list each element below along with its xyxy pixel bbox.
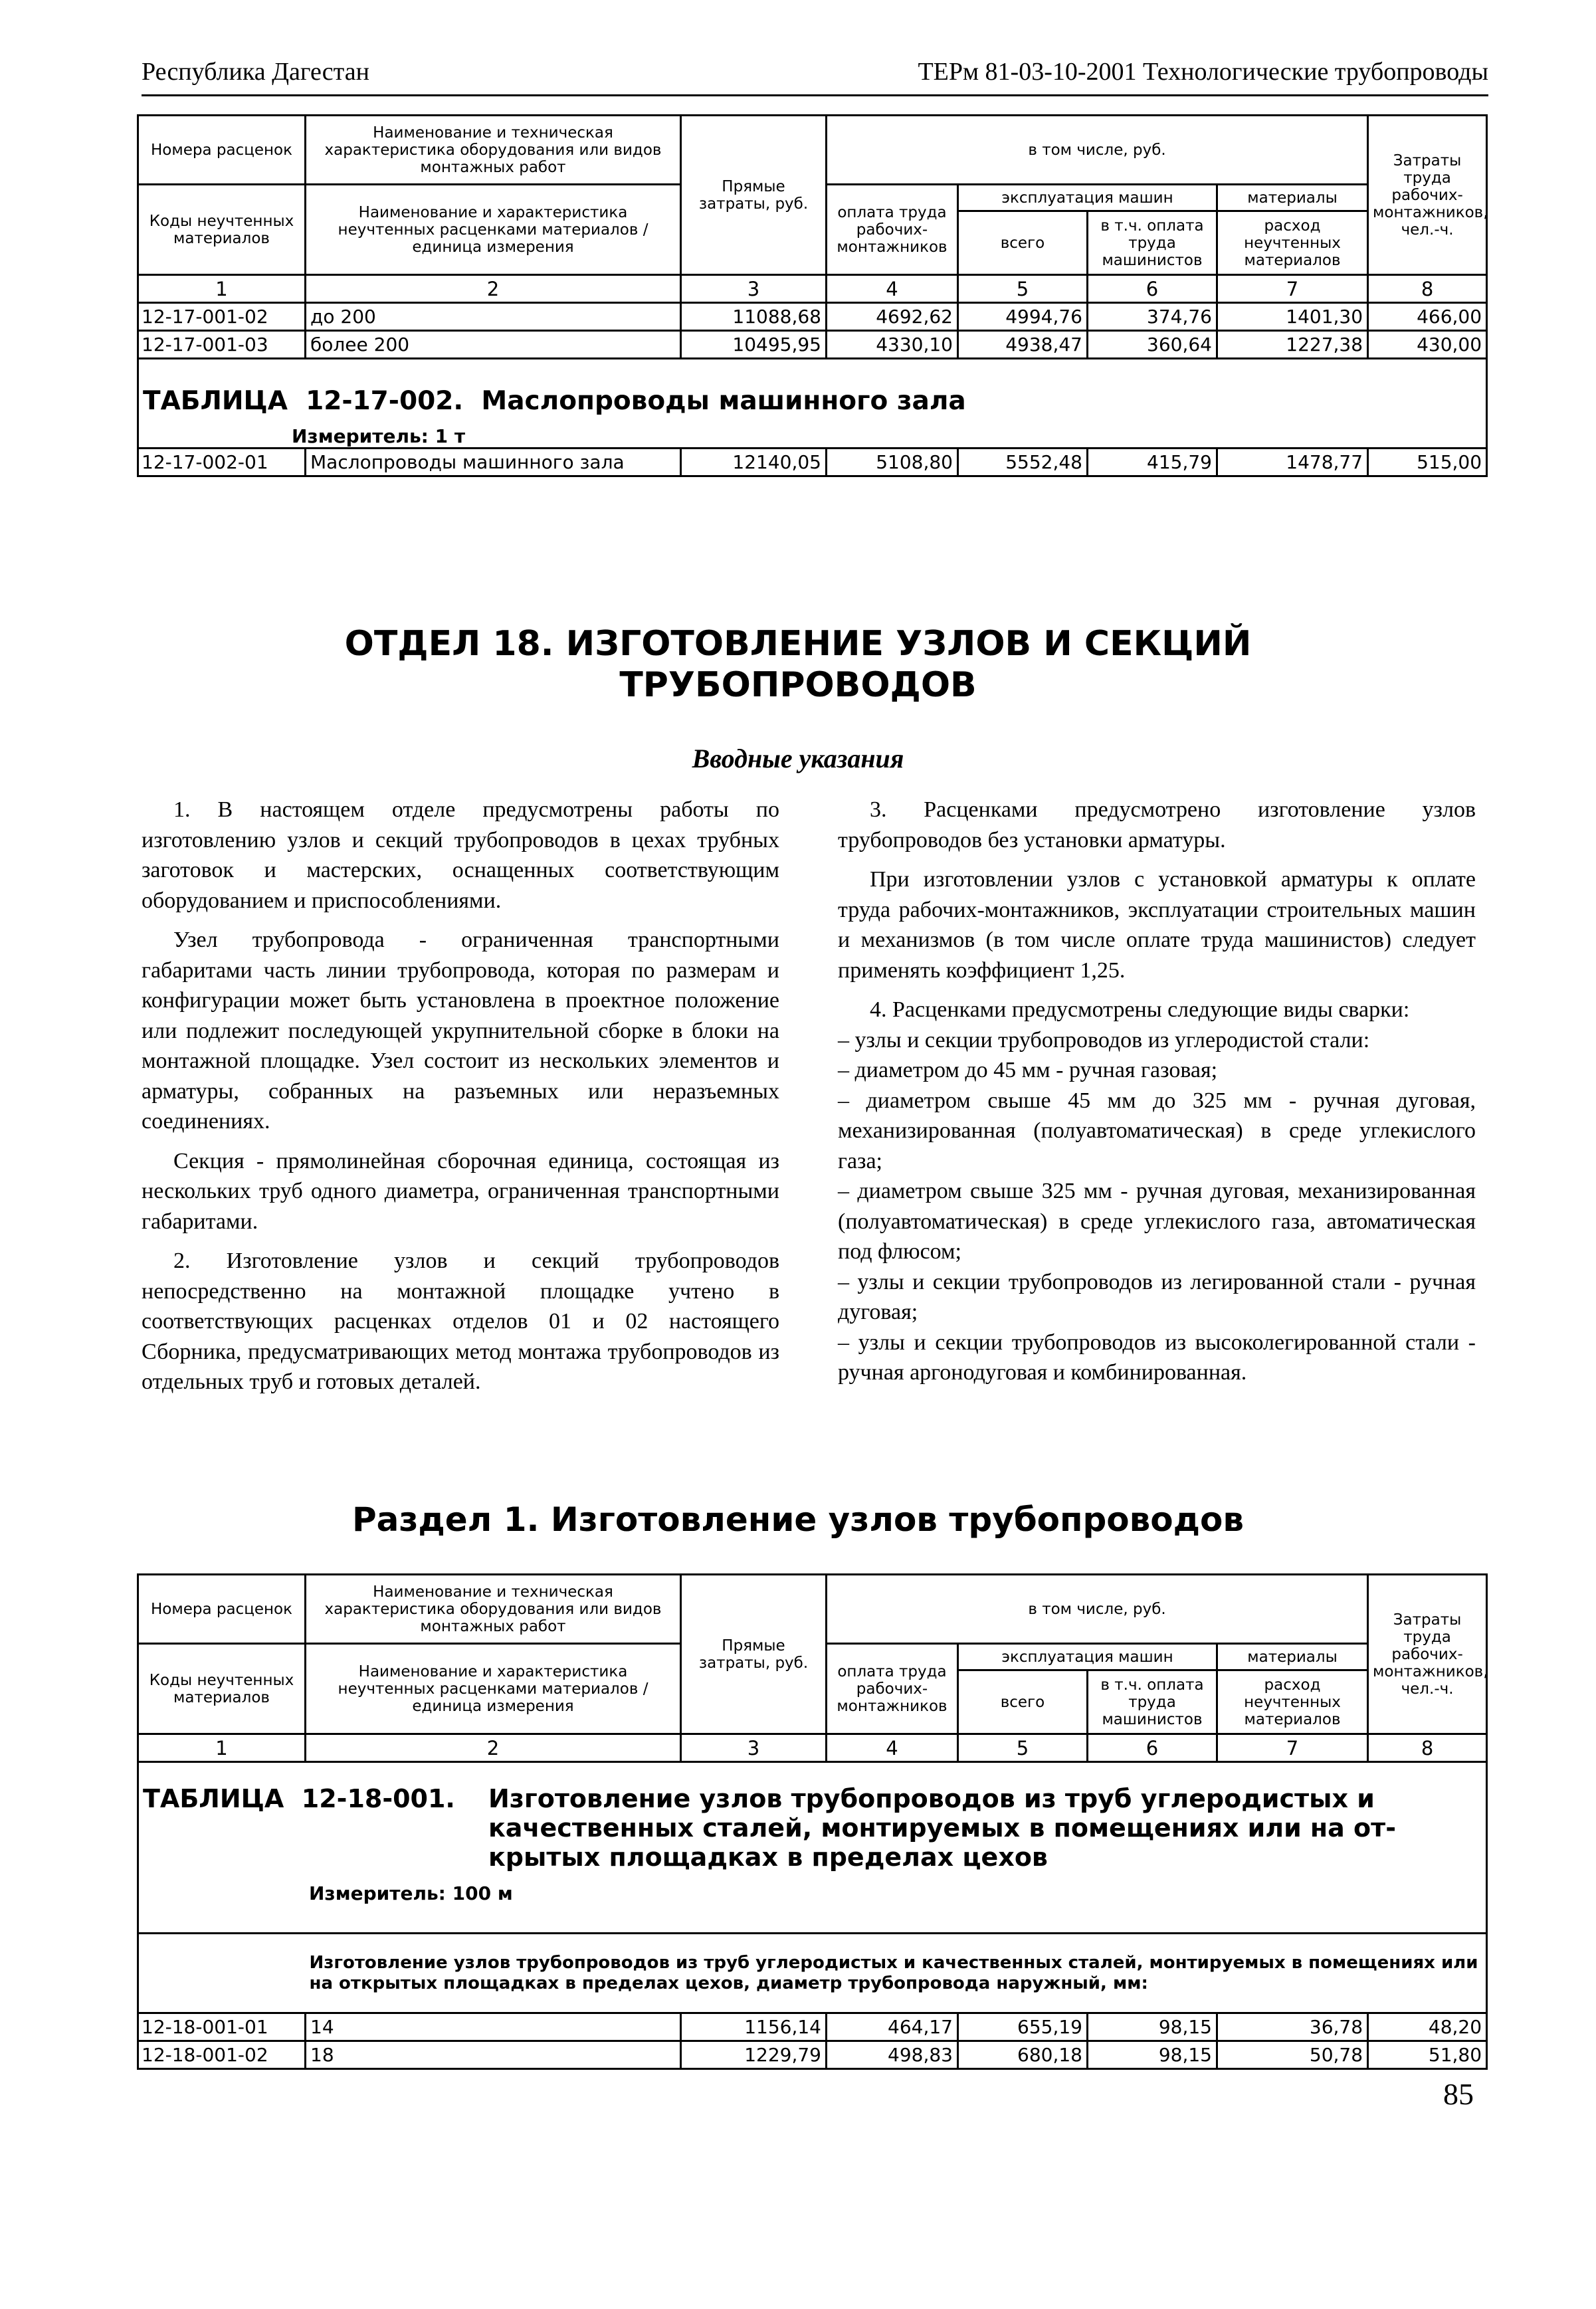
dash-item: – диаметром свыше 325 мм - ручная дуговая, механизированная (полуавтоматическая) в среде углекислого газа, автоматическая под флюсом;	[838, 1179, 1476, 1264]
description-row	[138, 1934, 1487, 2013]
table-row: 12-17-001-02 до 200 11088,68 4692,62 4994,76 374,76 1401,30 466,00	[138, 303, 1487, 331]
paragraph: 3. Расценками предусмотрено изготовление узлов трубопроводов без установки арматуры.	[838, 797, 1476, 853]
hdr-material-names: Наименование и характеристика неучтенных расценками материалов / единица измерения	[306, 1644, 681, 1734]
hdr-operator-pay: в т.ч. оплата труда машинистов	[1088, 1670, 1217, 1734]
table-caption-12-17-002: ТАБЛИЦА 12-17-002. Маслопроводы машинного зала	[143, 386, 966, 416]
running-header	[142, 57, 1488, 96]
table-row: 12-17-002-01 Маслопроводы машинного зала 12140,05 5108,80 5552,48 415,79 1478,77 515,00	[138, 449, 1487, 476]
hdr-worker-pay: оплата труда рабочих-монтажников	[827, 185, 958, 275]
hdr-total: всего	[958, 1670, 1088, 1734]
measure-unit: Измеритель: 100 м	[309, 1882, 513, 1904]
right-text-column	[838, 795, 1476, 1388]
hdr-direct-costs: Прямые затраты, руб.	[681, 116, 827, 275]
paragraph: Узел трубопровода - ограниченная транспортными габаритами часть линии трубопровода, которая по размерам и конфигурации может быть установлена в проектное положение или подлежит последующей укрупнительной сборке в блоки на монтажной площадке. Узел состоит из нескольких элементов и арматуры, собранных на разъемных или неразъемных соединениях.	[142, 928, 779, 1134]
price-table-1	[137, 114, 1488, 477]
hdr-machine-operation: эксплуатация машин	[958, 185, 1217, 211]
hdr-including: в том числе, руб.	[827, 1575, 1368, 1644]
hdr-material-consumption: расход неучтенных материалов	[1217, 211, 1368, 275]
page-number: 85	[1443, 2077, 1474, 2111]
dash-item: – узлы и секции трубопроводов из углеродистой стали:	[838, 1027, 1370, 1053]
hdr-rate-numbers: Номера расценок	[138, 116, 306, 185]
dash-item: – узлы и секции трубопроводов из высоколегированной стали - ручная аргонодуговая и комбинированная.	[838, 1330, 1476, 1385]
hdr-material-consumption: расход неучтенных материалов	[1217, 1670, 1368, 1734]
hdr-worker-pay: оплата труда рабочих-монтажников	[827, 1644, 958, 1734]
table-row: 12-17-001-03 более 200 10495,95 4330,10 4938,47 360,64 1227,38 430,00	[138, 331, 1487, 359]
column-numbers-row: 1 2 3 4 5 6 7 8	[138, 1734, 1487, 1762]
hdr-labor-costs: Затраты труда рабочих-монтажников, чел.-ч.	[1368, 1575, 1487, 1734]
hdr-material-codes: Коды неучтенных материалов	[138, 185, 306, 275]
measure-unit: Измеритель: 1 т	[292, 425, 466, 447]
hdr-materials: материалы	[1217, 1644, 1368, 1670]
hdr-including: в том числе, руб.	[827, 116, 1368, 185]
table-row: 12-18-001-02 18 1229,79 498,83 680,18 98,15 50,78 51,80	[138, 2041, 1487, 2069]
table-caption-row	[138, 1762, 1487, 1934]
hdr-material-names: Наименование и характеристика неучтенных расценками материалов / единица измерения	[306, 185, 681, 275]
intro-heading: Вводные указания	[692, 744, 904, 773]
hdr-operator-pay: в т.ч. оплата труда машинистов	[1088, 211, 1217, 275]
hdr-work-name: Наименование и техническая характеристика оборудования или видов монтажных работ	[306, 1575, 681, 1644]
hdr-direct-costs: Прямые затраты, руб.	[681, 1575, 827, 1734]
header-document-code: ТЕРм 81-03-10-2001 Технологические трубопроводы	[918, 58, 1488, 86]
paragraph: При изготовлении узлов с установкой арматуры к оплате труда рабочих-монтажников, эксплуатации строительных машин и механизмов (в том числе оплате труда машинистов) следует применять коэффициент 1,25.	[838, 867, 1476, 983]
hdr-total: всего	[958, 211, 1088, 275]
dash-item: – узлы и секции трубопроводов из легированной стали - ручная дуговая;	[838, 1269, 1476, 1324]
table-caption-12-18-001: ТАБЛИЦА 12-18-001. Изготовление узлов трубопроводов из труб углеродистых и качественных сталей, монтируемых в помещениях или на от- крытых площадках в пределах цехов	[143, 1784, 1396, 1872]
section-title: ОТДЕЛ 18. ИЗГОТОВЛЕНИЕ УЗЛОВ И СЕКЦИЙ ТРУБОПРОВОДОВ	[344, 624, 1252, 705]
hdr-material-codes: Коды неучтенных материалов	[138, 1644, 306, 1734]
subsection-title: Раздел 1. Изготовление узлов трубопроводов	[351, 1500, 1245, 1539]
hdr-labor-costs: Затраты труда рабочих-монтажников, чел.-ч.	[1368, 116, 1487, 275]
group-description: Изготовление узлов трубопроводов из труб углеродистых и качественных сталей, монтируемых в помещениях или на открытых площадках в пределах цехов, диаметр трубопровода наружный, мм:	[309, 1952, 1478, 1993]
paragraph: Секция - прямолинейная сборочная единица, состоящая из нескольких труб одного диаметра, ограниченная транспортными габаритами.	[142, 1148, 779, 1234]
paragraph: 1. В настоящем отделе предусмотрены работы по изготовлению узлов и секций трубопроводов в цехах трубных заготовок и мастерских, оснащенных соответствующим оборудованием и приспособлениями.	[142, 797, 779, 913]
hdr-materials: материалы	[1217, 185, 1368, 211]
hdr-work-name: Наименование и техническая характеристика оборудования или видов монтажных работ	[306, 116, 681, 185]
hdr-rate-numbers: Номера расценок	[138, 1575, 306, 1644]
table-caption-row	[138, 359, 1487, 449]
dash-item: – диаметром свыше 45 мм до 325 мм - ручная дуговая, механизированная (полуавтоматическая) в среде углекислого газа;	[838, 1088, 1476, 1173]
paragraph: 4. Расценками предусмотрены следующие виды сварки:	[870, 997, 1410, 1022]
paragraph: 2. Изготовление узлов и секций трубопроводов непосредственно на монтажной площадке учтено в соответствующих расценках отделов 01 и 02 настоящего Сборника, предусматривающих метод монтажа трубопроводов из отдельных труб и готовых деталей.	[142, 1249, 779, 1394]
column-numbers-row: 1 2 3 4 5 6 7 8	[138, 275, 1487, 303]
hdr-machine-operation: эксплуатация машин	[958, 1644, 1217, 1670]
left-text-column	[142, 795, 779, 1407]
price-table-2	[137, 1573, 1488, 2070]
header-region: Республика Дагестан	[142, 58, 369, 86]
table-row: 12-18-001-01 14 1156,14 464,17 655,19 98,15 36,78 48,20	[138, 2013, 1487, 2041]
dash-item: – диаметром до 45 мм - ручная газовая;	[838, 1058, 1218, 1082]
